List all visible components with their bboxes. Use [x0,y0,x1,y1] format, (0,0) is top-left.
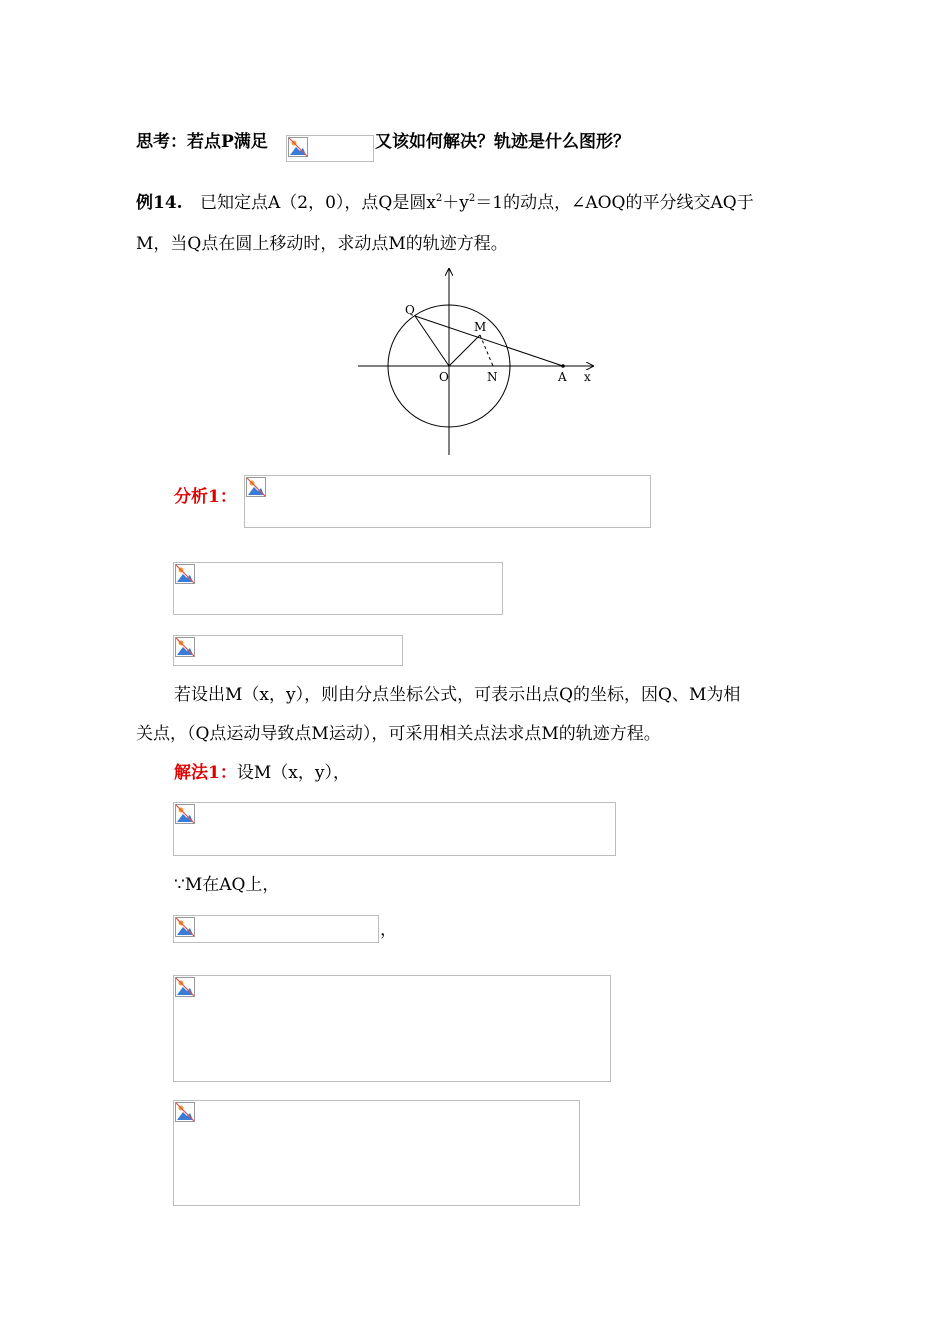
superscript-2a: 2 [435,193,443,204]
superscript-2b: 2 [468,193,476,204]
formula-image-placeholder [173,562,503,615]
example-line-1 [136,188,754,213]
example-text-a: 已知定点A（2，0），点Q是圆x [199,193,436,213]
trailing-comma: ， [380,920,397,940]
example-text-b: ＋y [442,193,469,213]
broken-image-icon [288,137,308,157]
label-A: A [558,370,567,384]
formula-image-placeholder [173,915,379,943]
point-A [561,364,565,368]
broken-image-icon [175,637,195,657]
formula-image-placeholder [244,475,651,528]
broken-image-icon [246,477,266,497]
because-line: ∵M在AQ上， [174,875,280,895]
example-text-c: ＝1的动点，∠AOQ的平分线交AQ于 [475,193,754,213]
solution-text: 设M（x，y）， [236,763,350,783]
broken-image-icon [175,977,195,997]
solution-line [174,758,350,783]
label-M: M [474,320,487,334]
analysis-label: 分析1： [174,487,237,507]
formula-image-placeholder [173,1100,580,1206]
broken-image-icon [175,804,195,824]
formula-image-placeholder [173,802,616,856]
circle-figure [355,265,600,460]
example-number: 例14. [136,193,183,213]
solution-label: 解法1： [174,763,237,783]
label-N: N [487,370,498,384]
analysis-paragraph-2: 关点，（Q点运动导致点M运动），可采用相关点法求点M的轨迹方程。 [136,724,661,744]
formula-image-placeholder [173,975,611,1082]
segment-QA [415,316,563,366]
formula-image-placeholder [286,135,374,162]
segment-QO [415,316,449,366]
label-O: O [439,370,449,384]
broken-image-icon [175,1102,195,1122]
think-prefix: 思考：若点P满足 [136,132,268,152]
formula-image-placeholder [173,635,403,666]
broken-image-icon [175,917,195,937]
label-Q: Q [405,303,415,317]
segment-OM [449,335,480,366]
broken-image-icon [175,564,195,584]
analysis-paragraph-1: 若设出M（x，y），则由分点坐标公式，可表示出点Q的坐标，因Q、M为相 [174,685,741,705]
example-line-2: M，当Q点在圆上移动时，求动点M的轨迹方程。 [136,234,508,254]
label-x: x [584,370,591,384]
think-suffix: 又该如何解决？轨迹是什么图形？ [375,132,630,152]
